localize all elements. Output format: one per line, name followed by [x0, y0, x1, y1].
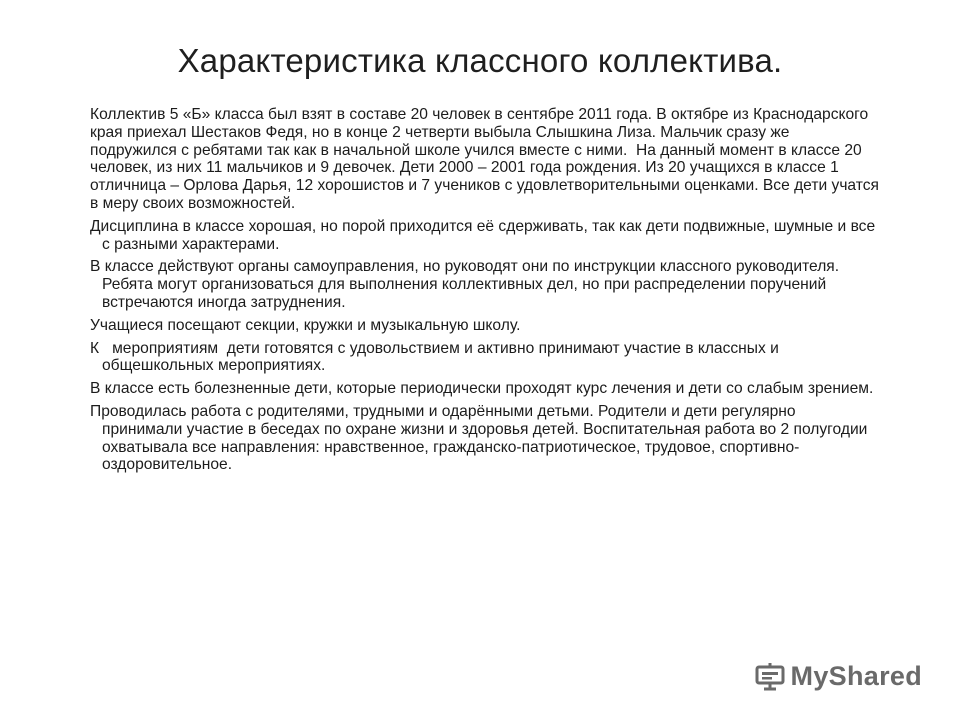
presentation-board-icon — [755, 663, 785, 691]
slide-title: Характеристика классного коллектива. — [177, 42, 783, 79]
paragraph-class-composition: Коллектив 5 «Б» класса был взят в составе 20 человек в сентябре 2011 года. В октябре из Краснодарского края приехал Шестаков Федя, но в конце 2 четверти выбыла Слышкина Лиза. Мальчик сразу же подружился с ребятами так как в начальной школе учился вместе с ними. На данный момент в классе 20 человек, из них 11 мальчиков и 9 девочек. Дети 2000 – 2001 года рождения. Из 20 учащихся в классе 1 отличница – Орлова Дарья, 12 хорошистов и 7 учеников с удовлетворительными оценками. Все дети учатся в меру своих возможностей. — [90, 106, 884, 212]
paragraph-health: В классе есть болезненные дети, которые периодически проходят курс лечения и дети со слабым зрением. — [90, 380, 874, 398]
paragraph-parents-work: Проводилась работа с родителями, трудными и одарёнными детьми. Родители и дети регулярно принимали участие в беседах по охране жизни и здоровья детей. Воспитательная работа во 2 полугодии охватывала все направления: нравственное, гражданско-патриотическое, трудовое, спортивно-оздоровительное. — [90, 402, 872, 474]
myshared-watermark — [755, 661, 922, 692]
paragraph-self-government: В классе действуют органы самоуправления, но руководят они по инструкции классного руководителя. Ребята могут организоваться для выполнения коллективных дел, но при распределении поручений встречаются иногда затруднения. — [90, 258, 844, 311]
paragraph-events: К мероприятиям дети готовятся с удовольствием и активно принимают участие в классных и общешкольных мероприятиях. — [90, 339, 784, 375]
paragraph-discipline: Дисциплина в классе хорошая, но порой приходится её сдерживать, так как дети подвижные, шумные и все с разными характерами. — [90, 217, 880, 253]
slide-body — [90, 106, 884, 479]
myshared-logo-text: MyShared — [790, 661, 922, 691]
paragraph-activities: Учащиеся посещают секции, кружки и музыкальную школу. — [90, 316, 521, 334]
